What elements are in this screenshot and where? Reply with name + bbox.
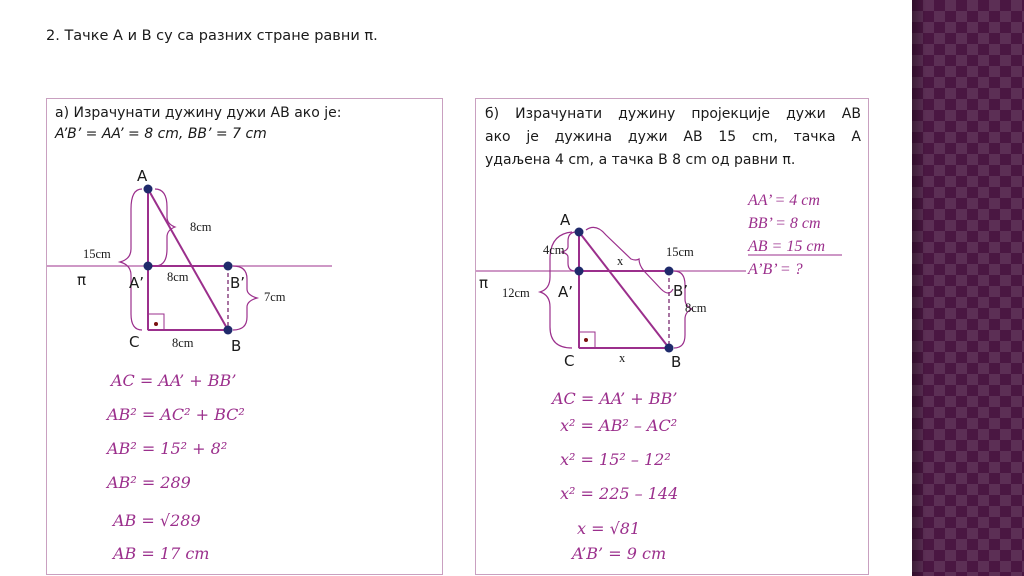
label-15cm: 15cm — [83, 247, 111, 261]
brace-aa1 — [155, 189, 175, 266]
label-8cm: 8cm — [685, 301, 707, 315]
panel-b-title-line-2: ако је дужина дужи AB 15 cm, тачка A — [485, 129, 861, 145]
formula-b-3: x² = 15² – 12² — [560, 450, 671, 469]
segment-ab — [148, 189, 228, 330]
point-b — [224, 326, 233, 335]
right-angle-dot — [154, 322, 158, 326]
given-aa1: AA’ = 4 cm — [748, 192, 820, 209]
point-a1 — [144, 262, 153, 271]
label-a: A — [137, 167, 148, 185]
formula-a-1: AC = AA’ + BB’ — [111, 371, 237, 390]
formula-a-6: AB = 17 cm — [113, 544, 210, 563]
right-angle-dot — [584, 338, 588, 342]
formula-b-2: x² = AB² – AC² — [560, 416, 678, 435]
formula-a-3: AB² = 15² + 8² — [107, 439, 228, 458]
decorative-side-strip — [912, 0, 1024, 576]
label-15cm: 15cm — [666, 245, 694, 259]
point-a — [575, 228, 584, 237]
label-c: C — [129, 333, 140, 351]
label-x-bottom: x — [619, 351, 626, 365]
label-8cm-top: 8cm — [190, 220, 212, 234]
formula-b-5: x = √81 — [577, 519, 641, 538]
point-a — [144, 185, 153, 194]
label-a-prime: A’ — [129, 274, 145, 292]
panel-a-diagram — [47, 99, 442, 574]
segment-ab — [579, 232, 669, 348]
panel-a-given: A’B’ = AA’ = 8 cm, BB’ = 7 cm — [55, 126, 267, 142]
label-a-prime: A’ — [558, 283, 574, 301]
formula-a-4: AB² = 289 — [107, 473, 191, 492]
label-7cm: 7cm — [264, 290, 286, 304]
point-a1 — [575, 267, 584, 276]
label-b: B — [671, 353, 682, 371]
label-pi: π — [77, 271, 87, 289]
point-b1 — [224, 262, 233, 271]
given-unknown: A’B’ = ? — [748, 261, 803, 278]
label-8cm-bottom: 8cm — [172, 336, 194, 350]
panel-a-title: а) Израчунати дужину дужи AB ако је: — [55, 105, 342, 121]
given-bb1: BB’ = 8 cm — [748, 215, 821, 232]
given-ab: AB = 15 cm — [748, 238, 825, 255]
label-4cm: 4cm — [543, 243, 565, 257]
label-8cm-mid: 8cm — [167, 270, 189, 284]
label-a: A — [560, 211, 571, 229]
panel-b — [475, 98, 869, 575]
label-c: C — [564, 352, 575, 370]
label-x-top: x — [617, 254, 624, 268]
formula-a-2: AB² = AC² + BC² — [107, 405, 245, 424]
formula-b-1: AC = AA’ + BB’ — [552, 389, 678, 408]
label-b: B — [231, 337, 242, 355]
brace-ab — [586, 227, 673, 293]
formula-b-6: A’B’ = 9 cm — [572, 544, 667, 563]
point-b1 — [665, 267, 674, 276]
panel-b-title-line-1: б) Израчунати дужину пројекције дужи AB — [485, 106, 861, 122]
point-b — [665, 344, 674, 353]
label-pi: π — [479, 274, 489, 292]
panel-a — [46, 98, 443, 575]
page-title: 2. Тачке A и B су са разних стране равни π. — [46, 28, 378, 44]
label-b-prime: B’ — [673, 282, 689, 300]
label-b-prime: B’ — [230, 274, 246, 292]
panel-b-title-line-3: удаљена 4 cm, а тачка B 8 cm од равни π. — [485, 152, 796, 168]
formula-b-4: x² = 225 – 144 — [560, 484, 679, 503]
brace-ac — [120, 189, 145, 330]
label-12cm: 12cm — [502, 286, 530, 300]
panel-b-diagram — [476, 99, 868, 574]
formula-a-5: AB = √289 — [113, 511, 201, 530]
